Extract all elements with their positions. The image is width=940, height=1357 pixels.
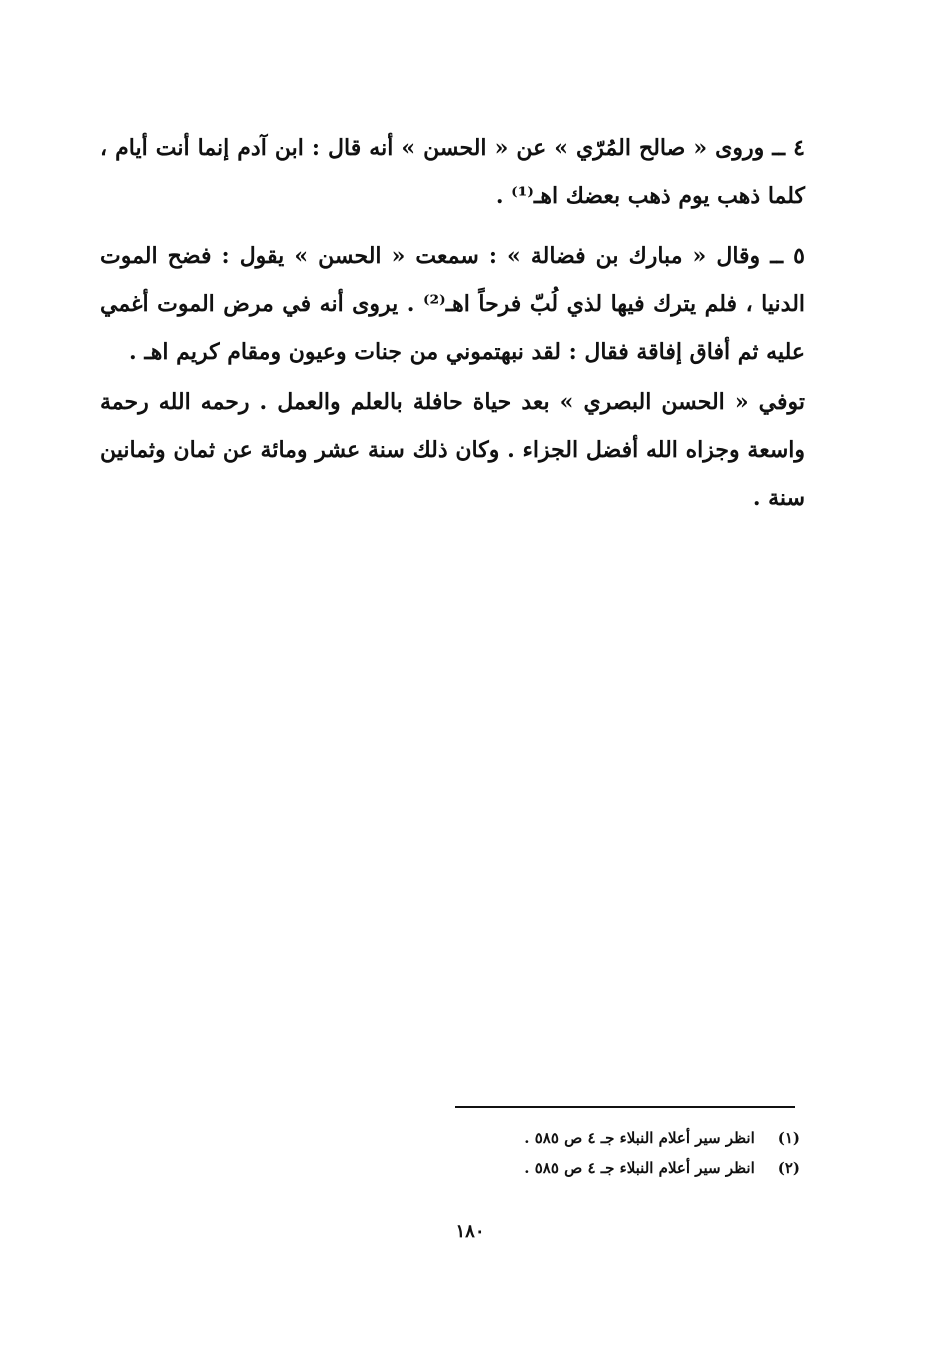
- footnote-2-number: (٢): [777, 1159, 800, 1177]
- paragraph-death-of-hasan: توفي « الحسن البصري » بعد حياة حافلة بالعلم والعمل . رحمه الله رحمة واسعة وجزاه الله أفضل الجزاء . وكان ذلك سنة عشر ومائة عن ثمان وثمانين سنة .: [100, 389, 805, 511]
- footnote-1: [420, 1126, 800, 1150]
- page-number: ١٨٠: [455, 1221, 485, 1242]
- footnote-divider: [455, 1106, 795, 1108]
- footnote-2-text: انظر سير أعلام النبلاء جـ ٤ ص ٥٨٥ .: [524, 1159, 755, 1177]
- paragraph-hasan-quote-1: ٤ ــ وروى « صالح المُرّي » عن « الحسن » أنه قال : ابن آدم إنما أنت أيام ، كلما ذهب يوم ذهب بعضك اهـ⁽¹⁾ .: [100, 135, 805, 209]
- footnote-1-number: (١): [777, 1129, 800, 1147]
- footnote-2: [420, 1156, 800, 1180]
- paragraph-hasan-quote-2: ٥ ــ وقال « مبارك بن فضالة » : سمعت « الحسن » يقول : فضح الموت الدنيا ، فلم يترك فيها لذي لُبّ فرحاً اهـ⁽²⁾ . يروى أنه في مرض الموت أغمي عليه ثم أفاق إفاقة فقال : لقد نبهتموني من جنات وعيون ومقام كريم اهـ .: [100, 243, 806, 365]
- footnote-1-text: انظر سير أعلام النبلاء جـ ٤ ص ٥٨٥ .: [524, 1129, 755, 1147]
